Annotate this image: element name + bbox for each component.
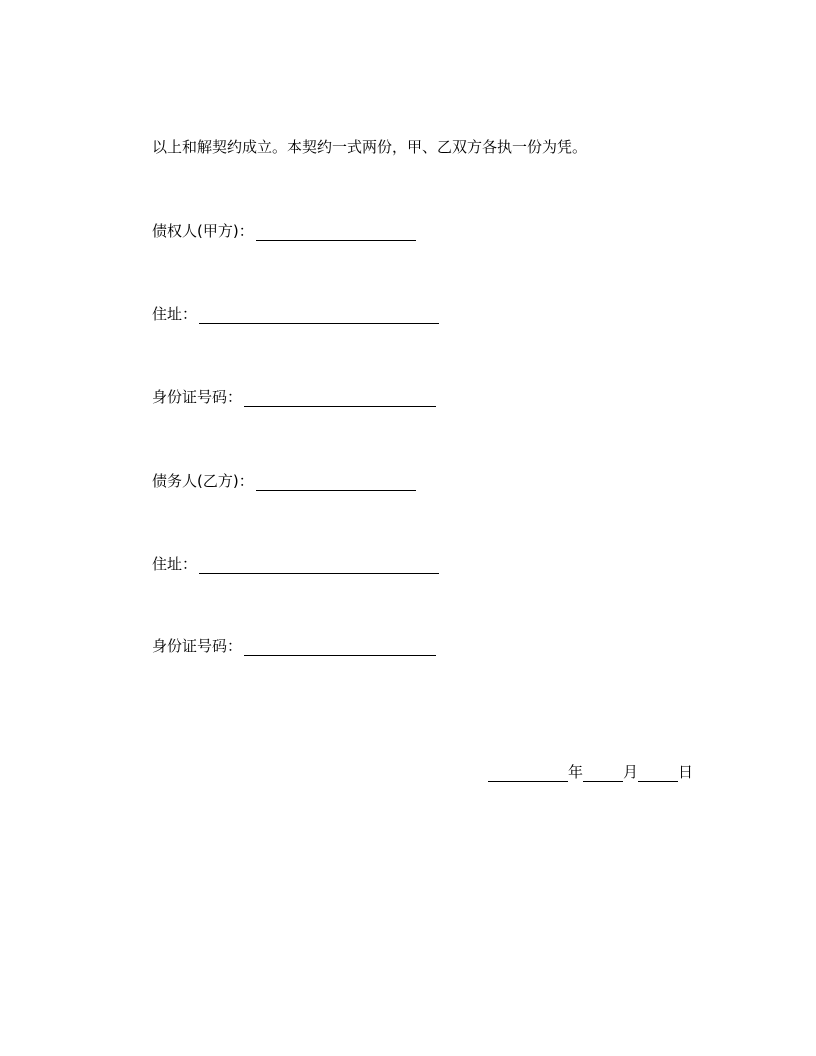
creditor-id-blank[interactable]: [244, 390, 436, 407]
day-label: 日: [678, 763, 694, 781]
debtor-id-label: 身份证号码：: [152, 637, 243, 655]
debtor-signature-blank[interactable]: [256, 474, 416, 491]
creditor-row: [152, 221, 416, 241]
debtor-address-row: [152, 554, 439, 574]
creditor-address-label: 住址：: [152, 305, 198, 323]
month-label: 月: [623, 763, 639, 781]
closing-statement: [152, 137, 587, 157]
date-row: [488, 762, 693, 782]
debtor-label: 债务人(乙方)：: [152, 472, 254, 490]
debtor-row: [152, 471, 416, 491]
creditor-address-row: [152, 304, 439, 324]
debtor-id-blank[interactable]: [244, 639, 436, 656]
debtor-address-blank[interactable]: [199, 557, 439, 574]
month-blank[interactable]: [583, 765, 623, 782]
debtor-address-label: 住址：: [152, 555, 198, 573]
creditor-label: 债权人(甲方)：: [152, 222, 254, 240]
day-blank[interactable]: [638, 765, 678, 782]
creditor-id-row: [152, 387, 436, 407]
debtor-id-row: [152, 636, 436, 656]
creditor-address-blank[interactable]: [199, 307, 439, 324]
creditor-signature-blank[interactable]: [256, 224, 416, 241]
closing-statement-text: 以上和解契约成立。本契约一式两份，甲、乙双方各执一份为凭。: [152, 138, 588, 156]
year-label: 年: [568, 763, 584, 781]
creditor-id-label: 身份证号码：: [152, 388, 243, 406]
year-blank[interactable]: [488, 765, 568, 782]
